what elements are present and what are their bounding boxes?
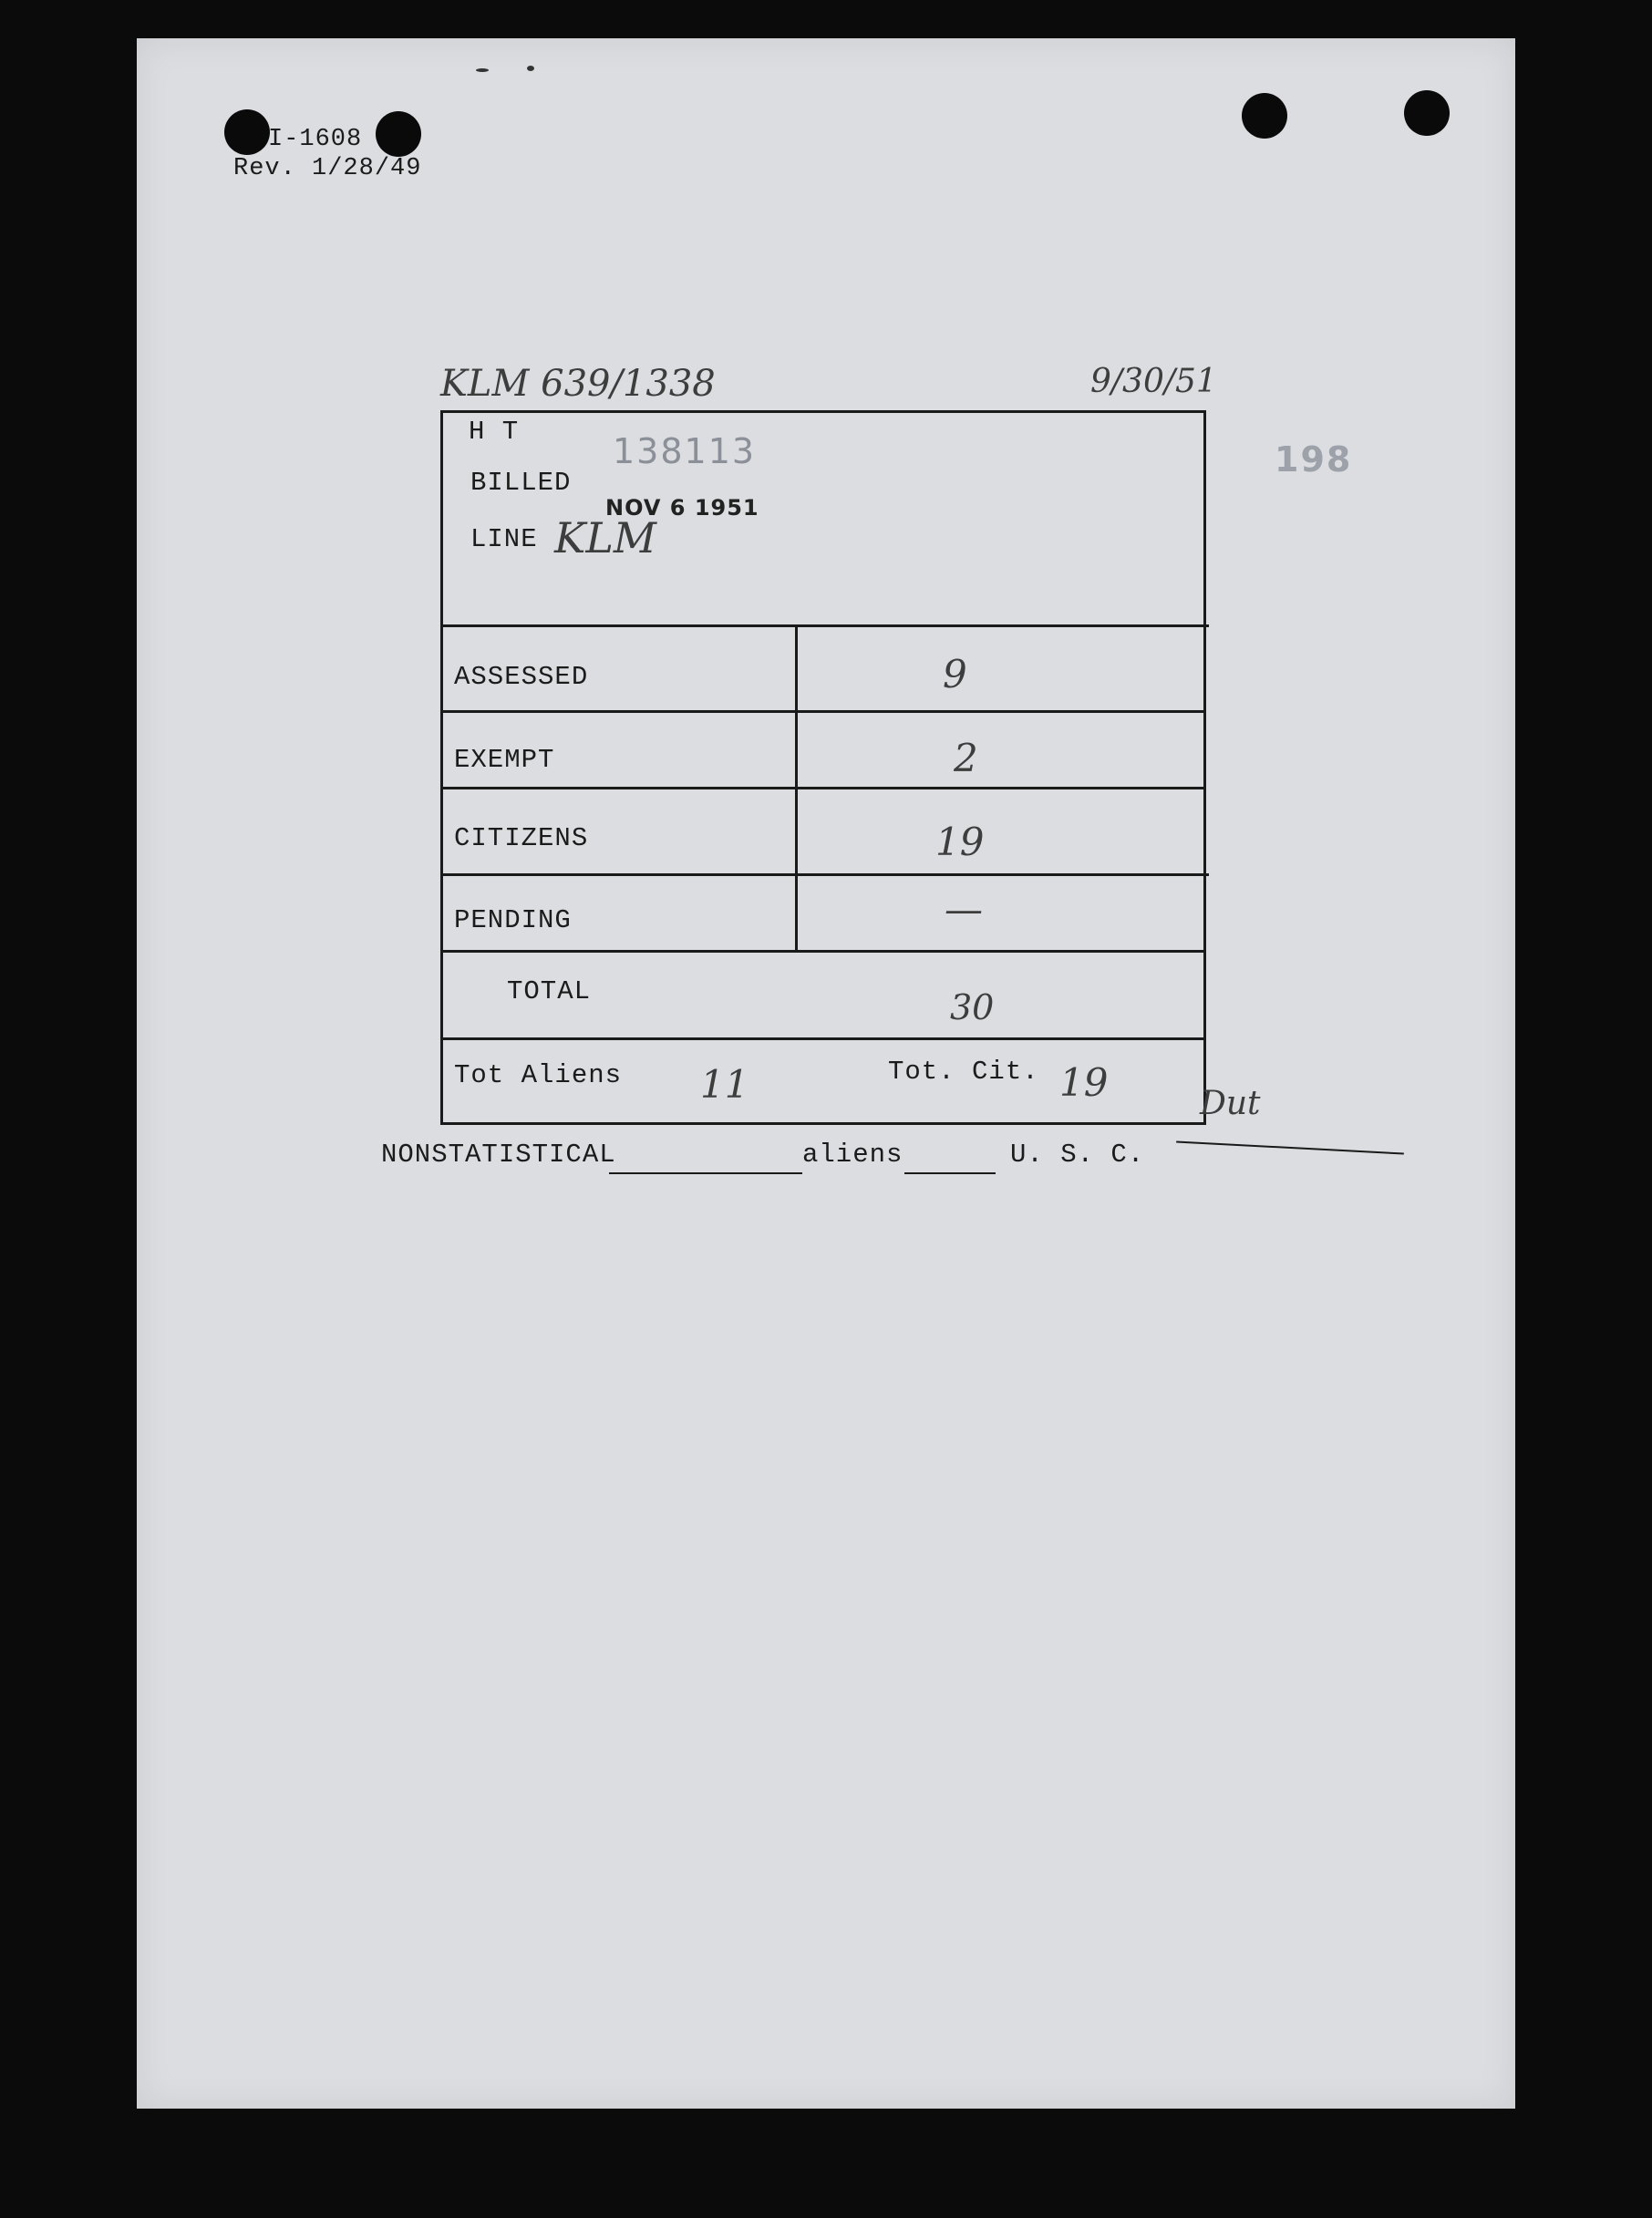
- divider: [443, 624, 1209, 627]
- ht-number-stamp: 138113: [613, 431, 757, 471]
- date-annotation: 9/30/51: [1090, 363, 1217, 400]
- line-label: LINE: [470, 524, 538, 554]
- divider: [443, 873, 1209, 876]
- punch-hole: [1242, 93, 1287, 139]
- total-value: 30: [950, 987, 995, 1027]
- row-label-pending: PENDING: [454, 905, 572, 935]
- usc-label: U. S. C.: [1010, 1140, 1145, 1170]
- blank-line: [609, 1172, 802, 1174]
- row-value-pending: —: [945, 887, 983, 932]
- billed-date-stamp: NOV 6 1951: [605, 495, 759, 521]
- punch-hole: [376, 111, 421, 157]
- row-value-citizens: 19: [935, 820, 985, 864]
- flight-annotation: KLM 639/1338: [440, 363, 716, 405]
- billed-label: BILLED: [470, 468, 572, 498]
- tot-aliens-value: 11: [700, 1062, 749, 1107]
- tot-cit-value: 19: [1059, 1060, 1109, 1105]
- divider: [443, 710, 1203, 713]
- row-label-exempt: EXEMPT: [454, 745, 555, 775]
- total-label: TOTAL: [507, 976, 592, 1006]
- page-number-stamp: 198: [1275, 439, 1353, 480]
- row-label-citizens: CITIZENS: [454, 823, 589, 853]
- form-revision: Rev. 1/28/49: [233, 155, 422, 182]
- line-value: KLM: [554, 513, 657, 562]
- tot-aliens-label: Tot Aliens: [454, 1060, 623, 1090]
- aliens-label: aliens: [802, 1140, 903, 1170]
- divider: [443, 950, 1203, 953]
- ink-smudge: [527, 66, 534, 71]
- punch-hole: [224, 109, 270, 155]
- divider: [443, 1037, 1203, 1040]
- nonstatistical-label: NONSTATISTICAL: [381, 1140, 616, 1170]
- row-label-assessed: ASSESSED: [454, 662, 589, 692]
- form-number: I-1608: [268, 126, 363, 153]
- ht-label: H T: [469, 417, 520, 447]
- manifest-tally-form: [440, 410, 1206, 1125]
- punch-hole: [1404, 90, 1450, 136]
- row-value-assessed: 9: [943, 652, 967, 696]
- blank-line: [904, 1172, 996, 1174]
- row-value-exempt: 2: [954, 736, 978, 780]
- divider: [443, 787, 1203, 789]
- initials: Dut: [1200, 1085, 1261, 1122]
- ink-smudge: [476, 68, 489, 72]
- tot-cit-label: Tot. Cit.: [888, 1057, 1039, 1087]
